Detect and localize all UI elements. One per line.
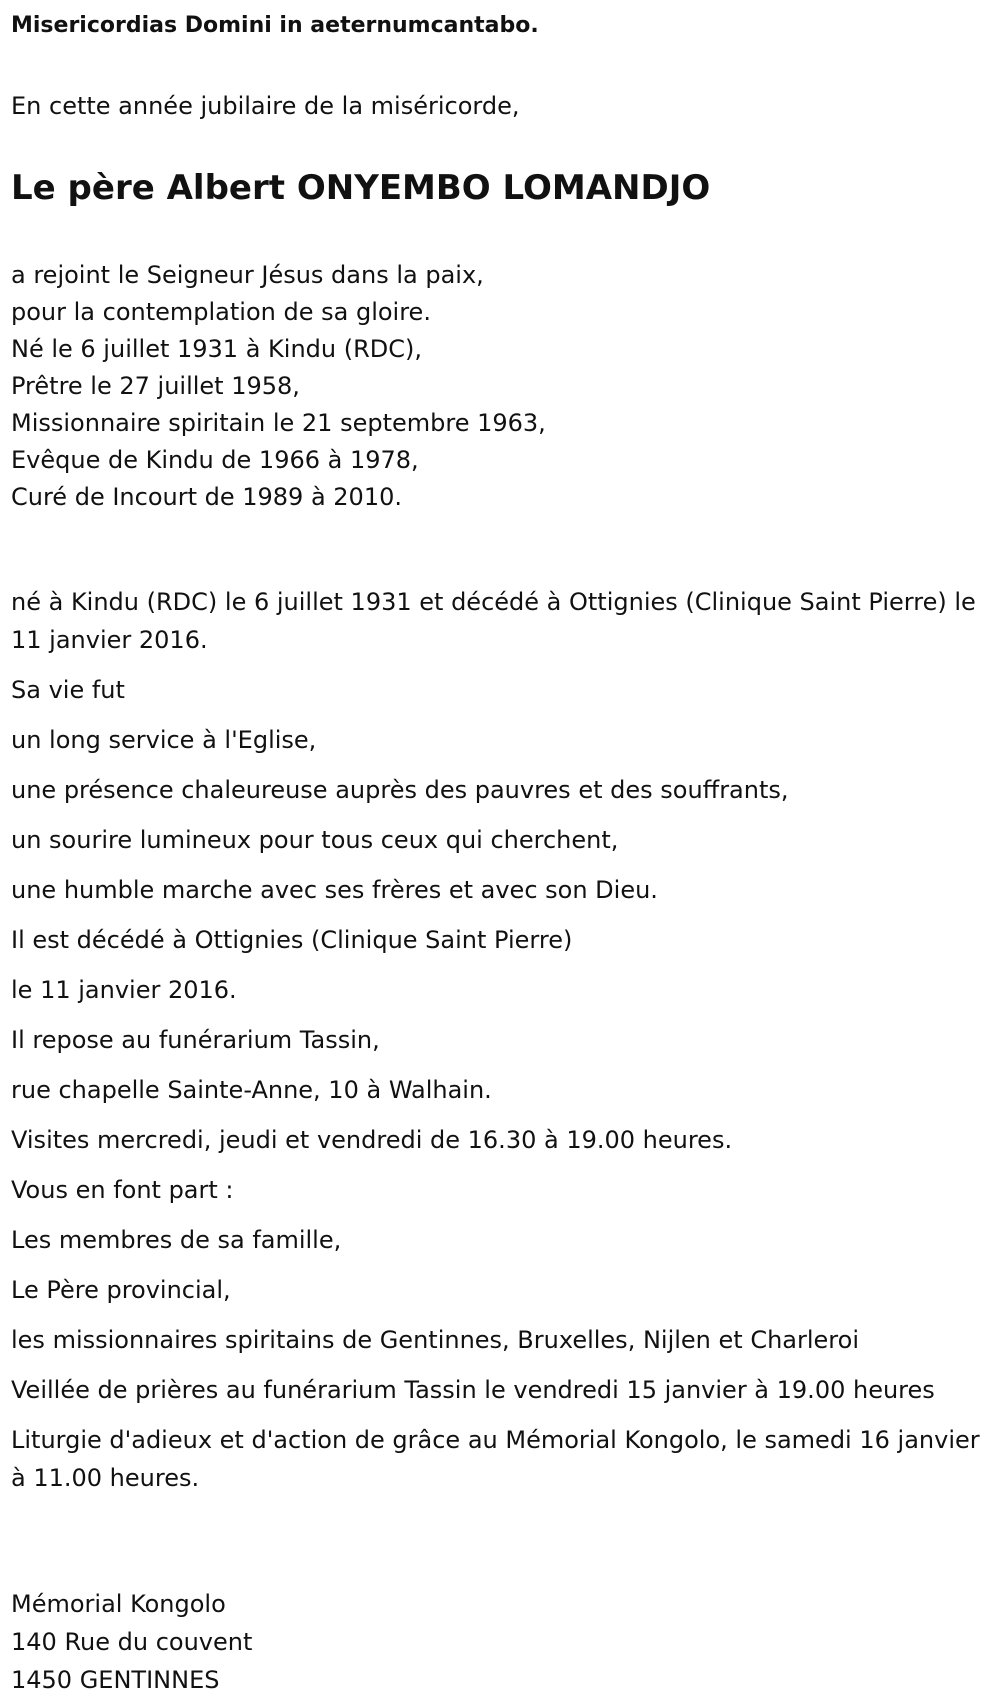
details-paragraph: un long service à l'Eglise,: [11, 726, 317, 754]
details-paragraph: les missionnaires spiritains de Gentinnes, Bruxelles, Nijlen et Charleroi: [11, 1326, 859, 1354]
deceased-name: Le père Albert ONYEMBO LOMANDJO: [11, 168, 711, 208]
biography-line: Missionnaire spiritain le 21 septembre 1963,: [11, 409, 546, 437]
details-paragraph: Veillée de prières au funérarium Tassin le vendredi 15 janvier à 19.00 heures: [11, 1376, 935, 1404]
details-paragraph: Visites mercredi, jeudi et vendredi de 16.30 à 19.00 heures.: [11, 1126, 733, 1154]
details-paragraph: un sourire lumineux pour tous ceux qui cherchent,: [11, 826, 619, 854]
details-paragraph: Liturgie d'adieux et d'action de grâce au Mémorial Kongolo, le samedi 16 janvier à 11.00 heures.: [11, 1426, 980, 1492]
details-paragraph: né à Kindu (RDC) le 6 juillet 1931 et décédé à Ottignies (Clinique Saint Pierre) le 11 janvier 2016.: [11, 588, 976, 654]
details-paragraph: Il repose au funérarium Tassin,: [11, 1026, 380, 1054]
biography-block: [11, 257, 986, 516]
details-paragraph: le 11 janvier 2016.: [11, 976, 237, 1004]
biography-line: Prêtre le 27 juillet 1958,: [11, 372, 300, 400]
address-line: 1450 GENTINNES: [11, 1666, 220, 1694]
details-block: [11, 583, 986, 1509]
intro-line: En cette année jubilaire de la miséricorde,: [11, 92, 520, 120]
address-block: [11, 1585, 252, 1699]
details-paragraph: une présence chaleureuse auprès des pauvres et des souffrants,: [11, 776, 789, 804]
biography-line: Curé de Incourt de 1989 à 2010.: [11, 483, 402, 511]
biography-line: Né le 6 juillet 1931 à Kindu (RDC),: [11, 335, 422, 363]
biography-line: a rejoint le Seigneur Jésus dans la paix,: [11, 261, 484, 289]
biography-line: Evêque de Kindu de 1966 à 1978,: [11, 446, 419, 474]
biography-line: pour la contemplation de sa gloire.: [11, 298, 431, 326]
details-paragraph: Les membres de sa famille,: [11, 1226, 342, 1254]
details-paragraph: Vous en font part :: [11, 1176, 234, 1204]
details-paragraph: Sa vie fut: [11, 676, 125, 704]
details-paragraph: Il est décédé à Ottignies (Clinique Saint Pierre): [11, 926, 573, 954]
details-paragraph: une humble marche avec ses frères et avec son Dieu.: [11, 876, 658, 904]
details-paragraph: rue chapelle Sainte-Anne, 10 à Walhain.: [11, 1076, 492, 1104]
address-line: 140 Rue du couvent: [11, 1628, 253, 1656]
details-paragraph: Le Père provincial,: [11, 1276, 231, 1304]
address-line: Mémorial Kongolo: [11, 1590, 226, 1618]
motto: Misericordias Domini in aeternumcantabo.: [11, 13, 539, 38]
